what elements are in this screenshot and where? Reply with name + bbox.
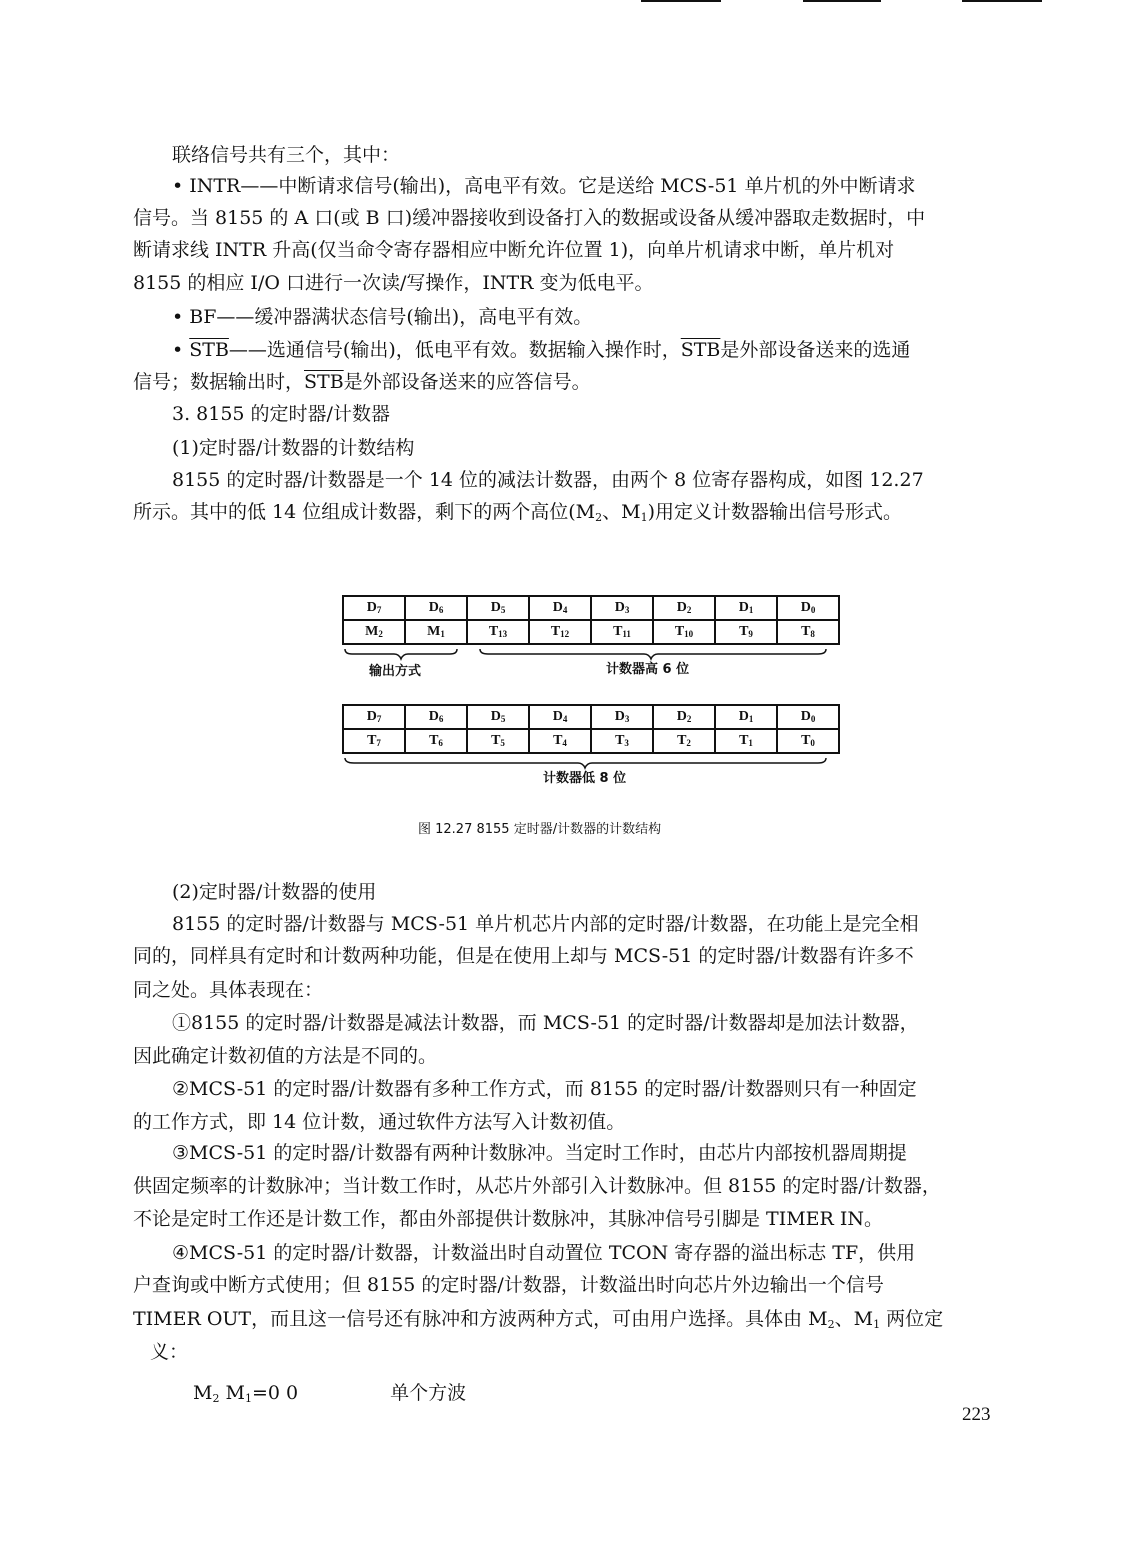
intr-line-3: 断请求线 INTR 升高(仅当命令寄存器相应中断允许位置 1)，向单片机请求中断，单片机对 bbox=[133, 239, 895, 261]
item1-line-1: ①8155 的定时器/计数器是减法计数器，而 MCS-51 的定时器/计数器却是加法计数器， bbox=[172, 1012, 919, 1034]
output-mode-label: 输出方式 bbox=[369, 664, 422, 679]
register-low-bit-cell: $D_4$ bbox=[529, 705, 591, 729]
top-rule-1 bbox=[641, 0, 721, 2]
section-3-heading: 3. 8155 的定时器/计数器 bbox=[172, 403, 390, 425]
top-rule-3 bbox=[962, 0, 1042, 2]
register-high-bit-cell: $D_5$ bbox=[467, 596, 529, 620]
register-high-bit-cell: $D_7$ bbox=[343, 596, 405, 620]
para2-line-3: 同之处。具体表现在： bbox=[133, 979, 324, 1001]
register-low-field-cell: $T_6$ bbox=[405, 729, 467, 753]
register-low-bit-cell: $D_2$ bbox=[653, 705, 715, 729]
item4-line-4: 义： bbox=[150, 1341, 189, 1363]
mode-desc: 单个方波 bbox=[390, 1382, 467, 1404]
item2-line-2: 的工作方式，即 14 位计数，通过软件方法写入计数初值。 bbox=[133, 1111, 626, 1133]
para2-line-1: 8155 的定时器/计数器与 MCS-51 单片机芯片内部的定时器/计数器，在功能上是完全相 bbox=[172, 913, 919, 935]
bf-line: • BF——缓冲器满状态信号(输出)，高电平有效。 bbox=[172, 306, 593, 328]
register-high-field-cell: $T_9$ bbox=[715, 620, 777, 644]
register-high-table bbox=[342, 595, 840, 645]
register-low-bit-cell: $D_7$ bbox=[343, 705, 405, 729]
register-low-field-cell: $T_2$ bbox=[653, 729, 715, 753]
counter-high-label: 计数器高 6 位 bbox=[606, 662, 690, 677]
register-high-field-cell: $T_{11}$ bbox=[591, 620, 653, 644]
register-low-field-cell: $T_1$ bbox=[715, 729, 777, 753]
register-high-field-cell: $T_{12}$ bbox=[529, 620, 591, 644]
intr-line-1: • INTR——中断请求信号(输出)，高电平有效。它是送给 MCS-51 单片机的外中断请求 bbox=[172, 175, 916, 197]
register-low-field-cell: $T_3$ bbox=[591, 729, 653, 753]
figure-caption: 图 12.27 8155 定时器/计数器的计数结构 bbox=[418, 822, 662, 837]
register-low-table bbox=[342, 704, 840, 754]
register-low-field-cell: $T_5$ bbox=[467, 729, 529, 753]
register-high-bit-cell: $D_3$ bbox=[591, 596, 653, 620]
page-number: 223 bbox=[962, 1404, 991, 1425]
item4-line-1: ④MCS-51 的定时器/计数器，计数溢出时自动置位 TCON 寄存器的溢出标志 TF，供用 bbox=[172, 1242, 916, 1264]
item1-line-2: 因此确定计数初值的方法是不同的。 bbox=[133, 1045, 438, 1067]
register-low-field-cell: $T_0$ bbox=[777, 729, 839, 753]
item3-line-3: 不论是定时工作还是计数工作，都由外部提供计数脉冲，其脉冲信号引脚是 TIMER IN。 bbox=[133, 1208, 884, 1230]
top-rule-2 bbox=[803, 0, 881, 2]
register-high-field-cell: $M_2$ bbox=[343, 620, 405, 644]
item2-line-1: ②MCS-51 的定时器/计数器有多种工作方式，而 8155 的定时器/计数器则只有一种固定 bbox=[172, 1078, 917, 1100]
register-high-bit-cell: $D_6$ bbox=[405, 596, 467, 620]
register-high-field-cell: $T_{13}$ bbox=[467, 620, 529, 644]
intr-line-4: 8155 的相应 I/O 口进行一次读/写操作，INTR 变为低电平。 bbox=[133, 272, 654, 294]
item3-line-1: ③MCS-51 的定时器/计数器有两种计数脉冲。当定时工作时，由芯片内部按机器周期提 bbox=[172, 1142, 907, 1164]
item3-line-2: 供固定频率的计数脉冲；当计数工作时，从芯片外部引入计数脉冲。但 8155 的定时器/计数器， bbox=[133, 1175, 941, 1197]
register-low-bit-cell: $D_0$ bbox=[777, 705, 839, 729]
register-low-bit-cell: $D_6$ bbox=[405, 705, 467, 729]
para2-line-2: 同的，同样具有定时和计数两种功能，但是在使用上却与 MCS-51 的定时器/计数器有许多不 bbox=[133, 945, 914, 967]
subsection-1-heading: (1)定时器/计数器的计数结构 bbox=[172, 437, 415, 459]
register-high-bit-cell: $D_1$ bbox=[715, 596, 777, 620]
item4-line-2: 户查询或中断方式使用；但 8155 的定时器/计数器，计数溢出时向芯片外边输出一个信号 bbox=[133, 1274, 884, 1296]
register-low-field-cell: $T_4$ bbox=[529, 729, 591, 753]
register-low-bit-cell: $D_1$ bbox=[715, 705, 777, 729]
item4-line-3: TIMER OUT，而且这一信号还有脉冲和方波两种方式，可由用户选择。具体由 $M_2$、$M_1$ 两位定 bbox=[133, 1308, 944, 1331]
register-low-bit-cell: $D_3$ bbox=[591, 705, 653, 729]
intro-line: 联络信号共有三个，其中： bbox=[172, 144, 401, 166]
counter-low-label: 计数器低 8 位 bbox=[543, 771, 627, 786]
register-low-fields-row bbox=[343, 729, 839, 753]
register-high-bit-cell: $D_0$ bbox=[777, 596, 839, 620]
register-high-bit-cell: $D_2$ bbox=[653, 596, 715, 620]
intr-line-2: 信号。当 8155 的 A 口(或 B 口)缓冲器接收到设备打入的数据或设备从缓冲器取走数据时，中 bbox=[133, 207, 926, 229]
register-high-field-cell: $M_1$ bbox=[405, 620, 467, 644]
para1-line-1: 8155 的定时器/计数器是一个 14 位的减法计数器，由两个 8 位寄存器构成，如图 12.27 bbox=[172, 469, 924, 491]
register-low-bits-row bbox=[343, 705, 839, 729]
register-low-bit-cell: $D_5$ bbox=[467, 705, 529, 729]
register-high-fields-row bbox=[343, 620, 839, 644]
subsection-2-heading: (2)定时器/计数器的使用 bbox=[172, 881, 377, 903]
register-high-field-cell: $T_8$ bbox=[777, 620, 839, 644]
register-high-field-cell: $T_{10}$ bbox=[653, 620, 715, 644]
mode-definition: $M_2$ $M_1=0$ 0 单个方波 bbox=[193, 1382, 467, 1405]
stb-signal: $\overline{STB}$ bbox=[189, 339, 229, 361]
para1-line-2: 所示。其中的低 14 位组成计数器，剩下的两个高位($M_2$、$M_1$)用定义计数器输出信号形式。 bbox=[133, 501, 903, 524]
register-high-bit-cell: $D_4$ bbox=[529, 596, 591, 620]
stb-line-1: • $\overline{STB}——$选通信号(输出)，低电平有效。数据输入操作时，$\overline{STB}$是外部设备送来的选通 bbox=[172, 339, 911, 361]
register-high-bits-row bbox=[343, 596, 839, 620]
stb-line-2: 信号；数据输出时，$\overline{STB}$是外部设备送来的应答信号。 bbox=[133, 371, 591, 393]
counter-high-brace bbox=[342, 647, 832, 661]
register-low-field-cell: $T_7$ bbox=[343, 729, 405, 753]
